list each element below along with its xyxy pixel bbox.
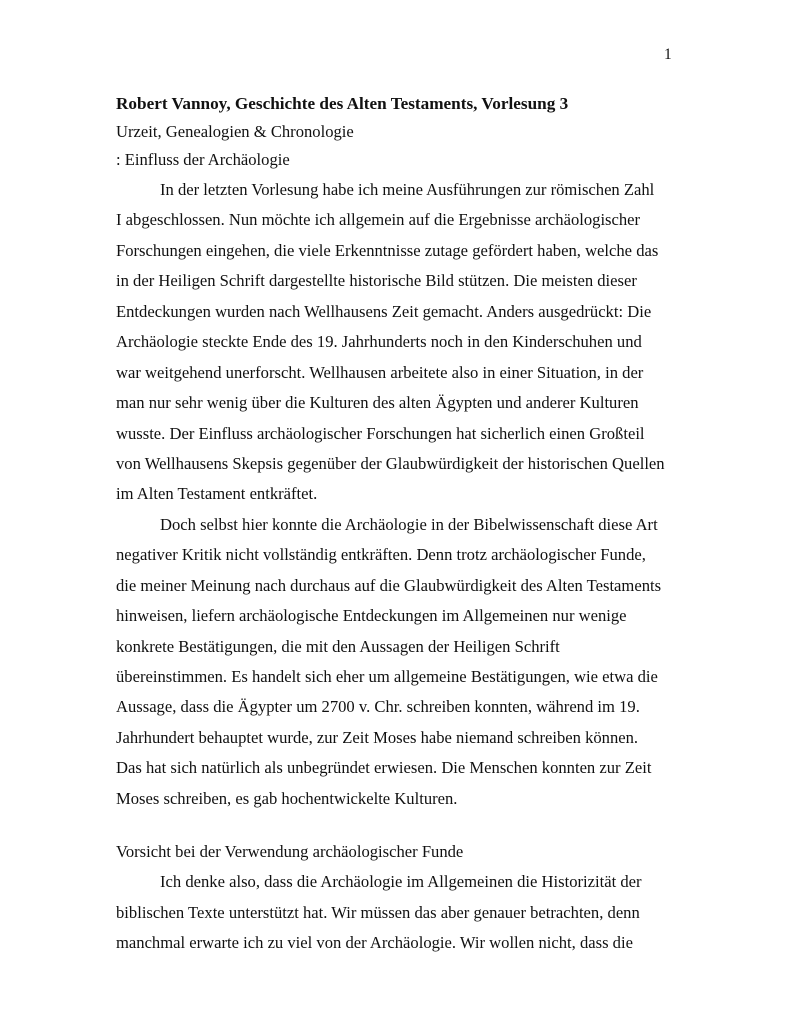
document-title: Robert Vannoy, Geschichte des Alten Testaments, Vorlesung 3 bbox=[116, 94, 569, 113]
page-number: 1 bbox=[664, 46, 672, 63]
text-line: die meiner Meinung nach durchaus auf die Glaubwürdigkeit des Alten Testaments bbox=[116, 576, 662, 595]
text-line: Entdeckungen wurden nach Wellhausens Zeit gemacht. Anders ausgedrückt: Die bbox=[116, 302, 652, 321]
text-line: Archäologie steckte Ende des 19. Jahrhunderts noch in den Kinderschuhen und bbox=[116, 332, 642, 351]
text-line: biblischen Texte unterstützt hat. Wir müssen das aber genauer betrachten, denn bbox=[116, 903, 640, 922]
text-line: In der letzten Vorlesung habe ich meine Ausführungen zur römischen Zahl bbox=[160, 180, 655, 199]
text-line: übereinstimmen. Es handelt sich eher um allgemeine Bestätigungen, wie etwa die bbox=[116, 667, 658, 686]
text-line: Moses schreiben, es gab hochentwickelte Kulturen. bbox=[116, 789, 458, 808]
text-line: Das hat sich natürlich als unbegründet erwiesen. Die Menschen konnten zur Zeit bbox=[116, 758, 652, 777]
text-line: im Alten Testament entkräftet. bbox=[116, 484, 318, 503]
text-line: Doch selbst hier konnte die Archäologie in der Bibelwissenschaft diese Art bbox=[160, 515, 658, 534]
section-heading-2: Vorsicht bei der Verwendung archäologischer Funde bbox=[116, 842, 464, 861]
text-line: in der Heiligen Schrift dargestellte historische Bild stützen. Die meisten dieser bbox=[116, 271, 637, 290]
text-line: wusste. Der Einfluss archäologischer Forschungen hat sicherlich einen Großteil bbox=[116, 424, 645, 443]
text-line: konkrete Bestätigungen, die mit den Aussagen der Heiligen Schrift bbox=[116, 637, 560, 656]
document-subtitle: Urzeit, Genealogien & Chronologie bbox=[116, 122, 354, 141]
text-line: Jahrhundert behauptet wurde, zur Zeit Moses habe niemand schreiben können. bbox=[116, 728, 639, 747]
section-heading: : Einfluss der Archäologie bbox=[116, 150, 290, 169]
text-line: hinweisen, liefern archäologische Entdeckungen im Allgemeinen nur wenige bbox=[116, 606, 627, 625]
text-line: von Wellhausens Skepsis gegenüber der Glaubwürdigkeit der historischen Quellen bbox=[116, 454, 665, 473]
text-line: I abgeschlossen. Nun möchte ich allgemein auf die Ergebnisse archäologischer bbox=[116, 210, 641, 229]
text-line: man nur sehr wenig über die Kulturen des alten Ägypten und anderer Kulturen bbox=[116, 393, 639, 412]
text-line: manchmal erwarte ich zu viel von der Archäologie. Wir wollen nicht, dass die bbox=[116, 933, 633, 952]
text-line: Ich denke also, dass die Archäologie im Allgemeinen die Historizität der bbox=[160, 872, 642, 891]
text-line: Forschungen eingehen, die viele Erkenntnisse zutage gefördert haben, welche das bbox=[116, 241, 659, 260]
text-line: war weitgehend unerforscht. Wellhausen arbeitete also in einer Situation, in der bbox=[116, 363, 644, 382]
text-line: Aussage, dass die Ägypter um 2700 v. Chr. schreiben konnten, während im 19. bbox=[116, 697, 640, 716]
text-line: negativer Kritik nicht vollständig entkräften. Denn trotz archäologischer Funde, bbox=[116, 545, 646, 564]
